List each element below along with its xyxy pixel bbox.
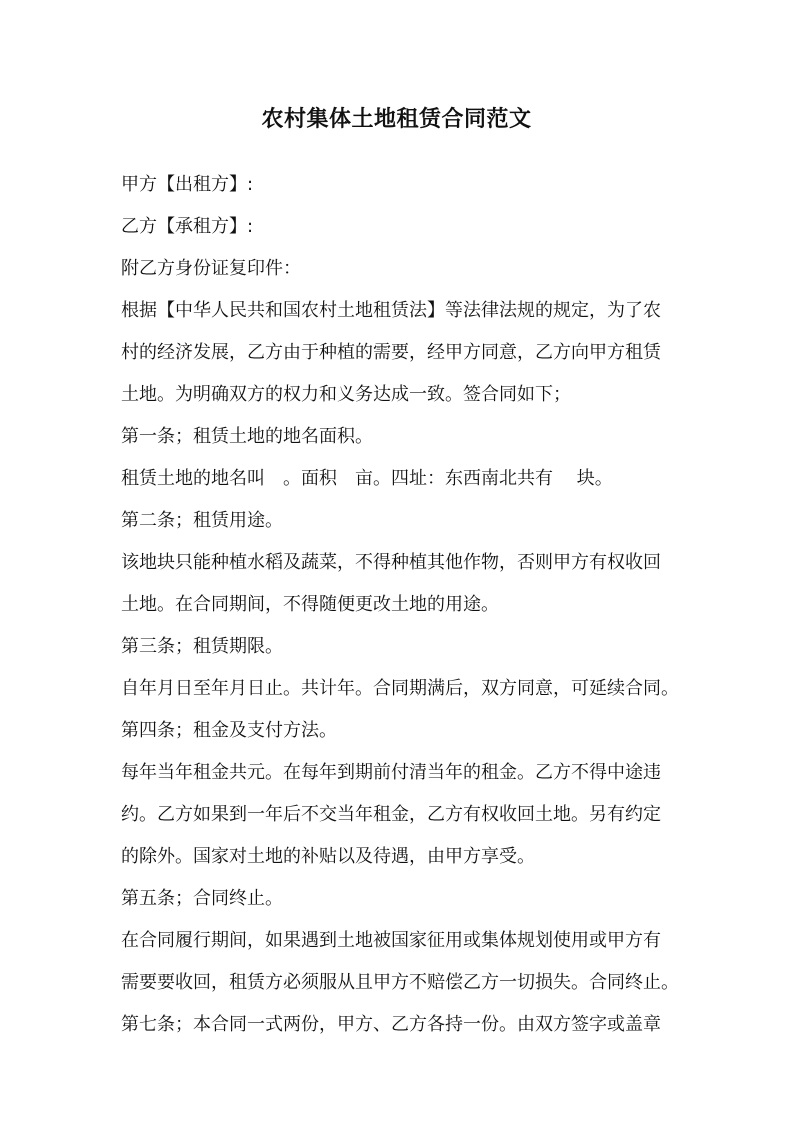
article-4-text-2: 约。乙方如果到一年后不交当年租金，乙方有权收回土地。另有约定 [121,804,661,825]
party-a-line: 甲方【出租方】: [121,174,254,195]
article-2-heading: 第二条；租赁用途。 [121,510,283,531]
article-3-heading: 第三条；租赁期限。 [121,636,283,657]
article-4-text-1: 每年当年租金共元。在每年到期前付清当年的租金。乙方不得中途违 [121,762,661,783]
article-4-text-3: 的除外。国家对土地的补贴以及待遇，由甲方享受。 [121,846,535,867]
article-4-heading: 第四条；租金及支付方法。 [121,720,337,741]
article-5-heading: 第五条；合同终止。 [121,888,283,909]
article-2-text-2: 土地。在合同期间，不得随便更改土地的用途。 [121,594,499,615]
party-b-line: 乙方【承租方】: [121,216,254,237]
document-title: 农村集体土地租赁合同范文 [261,107,532,132]
preamble-line-1: 根据【中华人民共和国农村土地租赁法】等法律法规的规定，为了农 [121,300,661,321]
document-body [121,164,681,1046]
article-1-text: 租赁土地的地名叫 。面积 亩。四址：东西南北共有 块。 [121,468,613,489]
article-5-text-2: 需要要收回，租赁方必须服从且甲方不赔偿乙方一切损失。合同终止。 [121,972,679,993]
preamble-line-3: 土地。为明确双方的权力和义务达成一致。签合同如下； [121,384,571,405]
article-3-text: 自年月日至年月日止。共计年。合同期满后，双方同意，可延续合同。 [121,678,679,699]
article-5-text-1: 在合同履行期间，如果遇到土地被国家征用或集体规划使用或甲方有 [121,930,661,951]
article-1-heading: 第一条；租赁土地的地名面积。 [121,426,373,447]
article-2-text-1: 该地块只能种植水稻及蔬菜，不得种植其他作物，否则甲方有权收回 [121,552,661,573]
article-7-text: 第七条；本合同一式两份，甲方、乙方各持一份。由双方签字或盖章 [121,1014,661,1035]
id-copy-line: 附乙方身份证复印件： [121,258,301,279]
preamble-line-2: 村的经济发展，乙方由于种植的需要，经甲方同意，乙方向甲方租赁 [121,342,661,363]
